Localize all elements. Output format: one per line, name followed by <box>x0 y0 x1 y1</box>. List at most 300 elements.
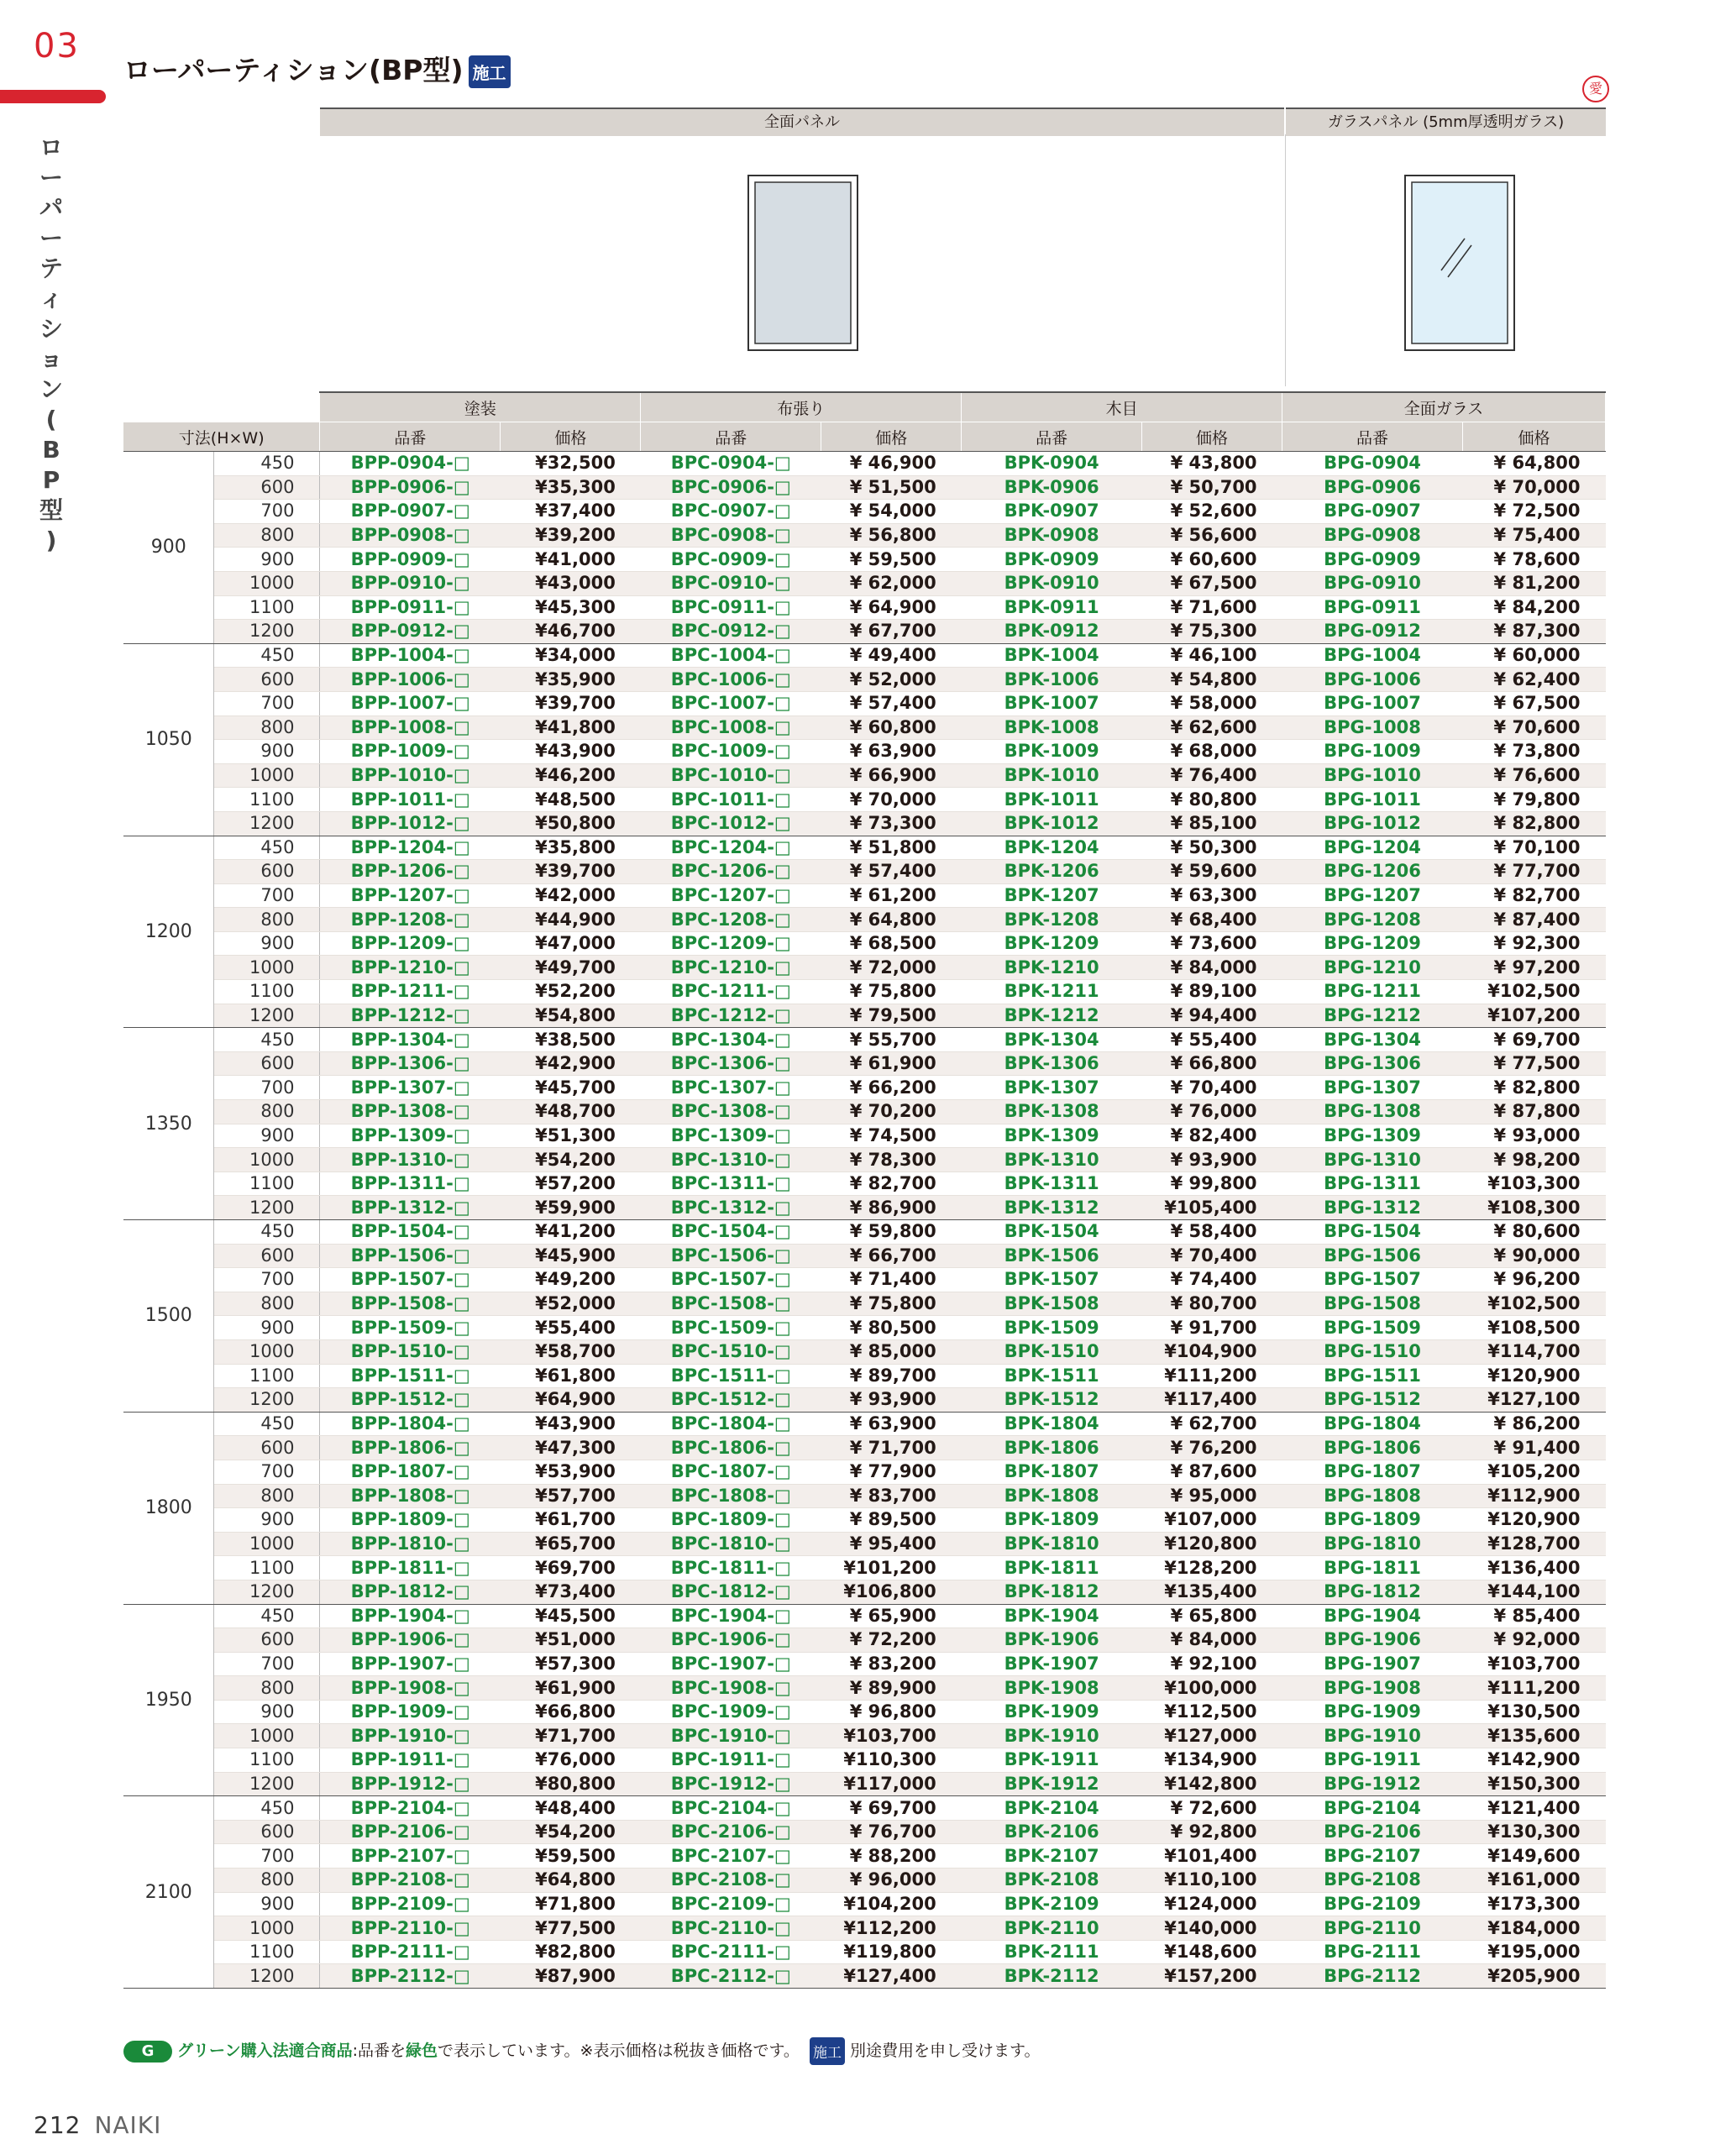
width-cell: 900 <box>214 931 320 956</box>
product-code-cell: BPP-1008-□ <box>320 715 501 740</box>
product-code-cell: BPK-1907 <box>962 1652 1142 1676</box>
price-cell: ¥43,900 <box>501 740 641 764</box>
note-suffix: 別途費用を申し受けます。 <box>850 2042 1041 2060</box>
table-row <box>123 1028 1606 1052</box>
product-code-cell: BPK-1510 <box>962 1339 1142 1364</box>
table-row <box>123 523 1606 548</box>
price-cell: ¥ 97,200 <box>1462 956 1605 980</box>
product-code-cell: BPK-1509 <box>962 1316 1142 1340</box>
price-cell: ¥ 77,700 <box>1462 860 1605 884</box>
price-cell: ¥112,200 <box>821 1916 962 1941</box>
width-cell: 800 <box>214 1869 320 1893</box>
price-cell: ¥51,000 <box>501 1628 641 1653</box>
price-cell: ¥ 91,700 <box>1142 1316 1282 1340</box>
footer-note <box>123 2037 1041 2065</box>
price-cell: ¥ 52,000 <box>821 668 962 692</box>
side-title-char: ョ <box>39 345 63 373</box>
price-cell: ¥134,900 <box>1142 1748 1282 1773</box>
price-cell: ¥ 76,200 <box>1142 1436 1282 1460</box>
product-code-cell: BPG-1210 <box>1282 956 1463 980</box>
product-code-cell: BPG-1810 <box>1282 1532 1463 1556</box>
price-cell: ¥ 77,900 <box>821 1460 962 1484</box>
ai-mark-icon: 愛 <box>1582 76 1609 102</box>
table-row <box>123 1388 1606 1413</box>
product-code-cell: BPP-1909-□ <box>320 1700 501 1724</box>
product-code-cell: BPC-1009-□ <box>641 740 821 764</box>
product-code-cell: BPK-1007 <box>962 691 1142 715</box>
price-cell: ¥ 93,000 <box>1462 1124 1605 1148</box>
product-code-cell: BPP-0908-□ <box>320 523 501 548</box>
product-code-cell: BPG-1511 <box>1282 1364 1463 1388</box>
product-code-cell: BPG-1008 <box>1282 715 1463 740</box>
product-code-cell: BPC-1812-□ <box>641 1580 821 1604</box>
page-footer <box>34 2111 161 2139</box>
price-cell: ¥50,800 <box>501 811 641 836</box>
height-cell: 1800 <box>123 1412 214 1604</box>
table-row <box>123 1100 1606 1124</box>
width-cell: 900 <box>214 1892 320 1916</box>
product-code-cell: BPK-0909 <box>962 548 1142 572</box>
product-code-cell: BPK-1204 <box>962 836 1142 860</box>
price-cell: ¥ 77,500 <box>1462 1051 1605 1076</box>
product-code-cell: BPP-2106-□ <box>320 1820 501 1844</box>
width-cell: 450 <box>214 452 320 476</box>
product-code-cell: BPP-0910-□ <box>320 571 501 595</box>
width-cell: 800 <box>214 908 320 932</box>
product-code-cell: BPP-1011-□ <box>320 788 501 812</box>
side-title-char: ン <box>39 375 63 403</box>
product-code-cell: BPC-1012-□ <box>641 811 821 836</box>
price-cell: ¥55,400 <box>501 1316 641 1340</box>
product-code-cell: BPK-1008 <box>962 715 1142 740</box>
product-code-cell: BPK-1506 <box>962 1244 1142 1268</box>
price-cell: ¥142,900 <box>1462 1748 1605 1773</box>
price-cell: ¥45,700 <box>501 1076 641 1100</box>
price-cell: ¥ 64,800 <box>1462 452 1605 476</box>
price-cell: ¥ 55,400 <box>1142 1028 1282 1052</box>
product-code-cell: BPK-0910 <box>962 571 1142 595</box>
install-badge: 施工 <box>469 55 511 88</box>
product-code-cell: BPP-1506-□ <box>320 1244 501 1268</box>
width-cell: 800 <box>214 523 320 548</box>
width-cell: 600 <box>214 1436 320 1460</box>
product-code-cell: BPK-2107 <box>962 1844 1142 1869</box>
table-row <box>123 1196 1606 1220</box>
product-code-cell: BPG-1006 <box>1282 668 1463 692</box>
table-row <box>123 1460 1606 1484</box>
product-code-cell: BPP-1210-□ <box>320 956 501 980</box>
product-code-cell: BPC-1910-□ <box>641 1724 821 1748</box>
table-row <box>123 1869 1606 1893</box>
table-row <box>123 1244 1606 1268</box>
table-row <box>123 452 1606 476</box>
width-cell: 900 <box>214 1508 320 1533</box>
side-title-char: 型 <box>39 496 63 524</box>
table-row <box>123 1676 1606 1701</box>
product-code-cell: BPC-0912-□ <box>641 620 821 644</box>
product-code-cell: BPK-1809 <box>962 1508 1142 1533</box>
width-cell: 700 <box>214 1076 320 1100</box>
product-code-cell: BPG-0907 <box>1282 500 1463 524</box>
price-cell: ¥41,000 <box>501 548 641 572</box>
product-code-cell: BPC-0906-□ <box>641 475 821 500</box>
product-code-cell: BPP-1312-□ <box>320 1196 501 1220</box>
product-code-cell: BPP-1006-□ <box>320 668 501 692</box>
price-cell: ¥ 70,200 <box>821 1100 962 1124</box>
product-code-cell: BPC-1806-□ <box>641 1436 821 1460</box>
width-cell: 1100 <box>214 1940 320 1964</box>
product-code-cell: BPK-1308 <box>962 1100 1142 1124</box>
price-cell: ¥ 75,800 <box>821 1292 962 1316</box>
product-code-cell: BPK-1504 <box>962 1220 1142 1245</box>
product-code-cell: BPK-1208 <box>962 908 1142 932</box>
table-row <box>123 571 1606 595</box>
price-cell: ¥ 90,000 <box>1462 1244 1605 1268</box>
price-cell: ¥ 62,000 <box>821 571 962 595</box>
product-code-cell: BPK-1004 <box>962 643 1142 668</box>
product-code-cell: BPC-1907-□ <box>641 1652 821 1676</box>
product-code-cell: BPC-1011-□ <box>641 788 821 812</box>
price-cell: ¥ 82,800 <box>1462 811 1605 836</box>
product-code-cell: BPC-1506-□ <box>641 1244 821 1268</box>
price-cell: ¥39,200 <box>501 523 641 548</box>
price-cell: ¥ 55,700 <box>821 1028 962 1052</box>
width-cell: 450 <box>214 643 320 668</box>
price-cell: ¥107,000 <box>1142 1508 1282 1533</box>
table-row <box>123 1580 1606 1604</box>
code-header: 品番 <box>1282 422 1463 452</box>
product-code-cell: BPG-2106 <box>1282 1820 1463 1844</box>
price-cell: ¥ 56,600 <box>1142 523 1282 548</box>
price-cell: ¥58,700 <box>501 1339 641 1364</box>
width-cell: 1200 <box>214 1772 320 1796</box>
product-code-cell: BPC-1507-□ <box>641 1268 821 1292</box>
price-cell: ¥ 85,400 <box>1462 1604 1605 1628</box>
col-group-glass: 全面ガラス <box>1282 392 1606 422</box>
price-cell: ¥ 72,500 <box>1462 500 1605 524</box>
width-cell: 900 <box>214 548 320 572</box>
table-row <box>123 1004 1606 1028</box>
table-row <box>123 1051 1606 1076</box>
price-cell: ¥121,400 <box>1462 1796 1605 1821</box>
product-code-cell: BPK-1808 <box>962 1484 1142 1508</box>
price-cell: ¥140,000 <box>1142 1916 1282 1941</box>
product-code-cell: BPC-1304-□ <box>641 1028 821 1052</box>
product-code-cell: BPG-2112 <box>1282 1964 1463 1989</box>
product-code-cell: BPG-1909 <box>1282 1700 1463 1724</box>
code-header: 品番 <box>320 422 501 452</box>
product-code-cell: BPG-1508 <box>1282 1292 1463 1316</box>
table-row <box>123 620 1606 644</box>
table-row <box>123 1700 1606 1724</box>
price-cell: ¥120,900 <box>1462 1508 1605 1533</box>
note-middle: で表示しています。※表示価格は税抜き価格です。 <box>438 2042 800 2060</box>
product-code-cell: BPP-0909-□ <box>320 548 501 572</box>
table-row <box>123 763 1606 788</box>
width-cell: 800 <box>214 715 320 740</box>
price-cell: ¥32,500 <box>501 452 641 476</box>
price-cell: ¥ 78,600 <box>1462 548 1605 572</box>
product-code-cell: BPK-1512 <box>962 1388 1142 1413</box>
price-cell: ¥45,300 <box>501 595 641 620</box>
price-cell: ¥ 84,200 <box>1462 595 1605 620</box>
product-code-cell: BPP-1504-□ <box>320 1220 501 1245</box>
product-code-cell: BPG-1812 <box>1282 1580 1463 1604</box>
product-code-cell: BPC-1211-□ <box>641 980 821 1004</box>
product-code-cell: BPK-2111 <box>962 1940 1142 1964</box>
section-accent-bar <box>0 90 106 103</box>
product-code-cell: BPP-1812-□ <box>320 1580 501 1604</box>
product-code-cell: BPG-1912 <box>1282 1772 1463 1796</box>
price-cell: ¥ 89,900 <box>821 1676 962 1701</box>
table-row <box>123 1292 1606 1316</box>
price-cell: ¥ 76,600 <box>1462 763 1605 788</box>
price-cell: ¥ 92,100 <box>1142 1652 1282 1676</box>
table-row <box>123 1724 1606 1748</box>
product-code-cell: BPG-1206 <box>1282 860 1463 884</box>
product-code-cell: BPP-1009-□ <box>320 740 501 764</box>
price-cell: ¥48,700 <box>501 1100 641 1124</box>
product-code-cell: BPP-1012-□ <box>320 811 501 836</box>
price-cell: ¥52,000 <box>501 1292 641 1316</box>
side-title-char: テ <box>39 254 63 282</box>
table-row <box>123 595 1606 620</box>
product-code-cell: BPC-0907-□ <box>641 500 821 524</box>
side-title-char: P <box>42 466 60 494</box>
price-cell: ¥ 75,800 <box>821 980 962 1004</box>
price-cell: ¥ 93,900 <box>821 1388 962 1413</box>
price-cell: ¥ 96,200 <box>1462 1268 1605 1292</box>
table-row <box>123 1508 1606 1533</box>
product-code-cell: BPC-1911-□ <box>641 1748 821 1773</box>
price-cell: ¥49,200 <box>501 1268 641 1292</box>
width-cell: 1200 <box>214 1388 320 1413</box>
price-cell: ¥ 89,700 <box>821 1364 962 1388</box>
price-cell: ¥ 75,400 <box>1462 523 1605 548</box>
price-cell: ¥ 91,400 <box>1462 1436 1605 1460</box>
product-code-cell: BPP-0912-□ <box>320 620 501 644</box>
product-code-cell: BPG-1811 <box>1282 1556 1463 1580</box>
price-cell: ¥ 86,900 <box>821 1196 962 1220</box>
price-cell: ¥87,900 <box>501 1964 641 1989</box>
price-cell: ¥103,700 <box>821 1724 962 1748</box>
product-code-cell: BPG-0906 <box>1282 475 1463 500</box>
product-code-cell: BPK-1012 <box>962 811 1142 836</box>
product-code-cell: BPK-0904 <box>962 452 1142 476</box>
table-row <box>123 1364 1606 1388</box>
width-cell: 450 <box>214 836 320 860</box>
price-cell: ¥100,000 <box>1142 1676 1282 1701</box>
product-code-cell: BPG-1209 <box>1282 931 1463 956</box>
product-code-cell: BPG-0909 <box>1282 548 1463 572</box>
table-row <box>123 980 1606 1004</box>
width-cell: 800 <box>214 1676 320 1701</box>
price-cell: ¥59,500 <box>501 1844 641 1869</box>
product-code-cell: BPC-1208-□ <box>641 908 821 932</box>
product-code-cell: BPG-1911 <box>1282 1748 1463 1773</box>
product-code-cell: BPP-1808-□ <box>320 1484 501 1508</box>
product-code-cell: BPK-2109 <box>962 1892 1142 1916</box>
price-cell: ¥ 87,300 <box>1462 620 1605 644</box>
product-code-cell: BPP-1906-□ <box>320 1628 501 1653</box>
table-row <box>123 1844 1606 1869</box>
price-cell: ¥ 68,500 <box>821 931 962 956</box>
width-cell: 450 <box>214 1604 320 1628</box>
price-cell: ¥ 67,500 <box>1462 691 1605 715</box>
price-cell: ¥148,600 <box>1142 1940 1282 1964</box>
product-code-cell: BPG-1804 <box>1282 1412 1463 1436</box>
product-code-cell: BPK-1209 <box>962 931 1142 956</box>
side-title-char: ( <box>45 406 57 433</box>
price-cell: ¥111,200 <box>1142 1364 1282 1388</box>
product-code-cell: BPG-1307 <box>1282 1076 1463 1100</box>
price-cell: ¥ 73,300 <box>821 811 962 836</box>
price-cell: ¥ 69,700 <box>821 1796 962 1821</box>
price-cell: ¥ 46,100 <box>1142 643 1282 668</box>
product-code-cell: BPK-2108 <box>962 1869 1142 1893</box>
product-code-cell: BPG-1312 <box>1282 1196 1463 1220</box>
table-row <box>123 715 1606 740</box>
price-cell: ¥ 70,100 <box>1462 836 1605 860</box>
product-code-cell: BPP-1007-□ <box>320 691 501 715</box>
product-code-cell: BPC-0908-□ <box>641 523 821 548</box>
table-row <box>123 811 1606 836</box>
price-cell: ¥35,800 <box>501 836 641 860</box>
width-cell: 800 <box>214 1100 320 1124</box>
width-cell: 450 <box>214 1412 320 1436</box>
green-purchase-icon: G <box>123 2041 172 2063</box>
price-cell: ¥ 87,800 <box>1462 1100 1605 1124</box>
product-code-cell: BPG-1807 <box>1282 1460 1463 1484</box>
price-cell: ¥ 80,800 <box>1142 788 1282 812</box>
height-cell: 2100 <box>123 1796 214 1989</box>
price-cell: ¥ 85,000 <box>821 1339 962 1364</box>
price-cell: ¥ 51,800 <box>821 836 962 860</box>
price-cell: ¥ 84,000 <box>1142 1628 1282 1653</box>
price-cell: ¥ 76,400 <box>1142 763 1282 788</box>
table-row <box>123 500 1606 524</box>
price-cell: ¥105,400 <box>1142 1196 1282 1220</box>
product-code-cell: BPP-1904-□ <box>320 1604 501 1628</box>
product-code-cell: BPK-1310 <box>962 1148 1142 1172</box>
product-code-cell: BPC-1204-□ <box>641 836 821 860</box>
price-cell: ¥127,100 <box>1462 1388 1605 1413</box>
price-cell: ¥127,000 <box>1142 1724 1282 1748</box>
width-cell: 700 <box>214 1844 320 1869</box>
price-cell: ¥ 92,800 <box>1142 1820 1282 1844</box>
product-code-cell: BPG-1908 <box>1282 1676 1463 1701</box>
price-cell: ¥101,400 <box>1142 1844 1282 1869</box>
product-code-cell: BPC-1511-□ <box>641 1364 821 1388</box>
height-cell: 1350 <box>123 1028 214 1220</box>
product-code-cell: BPK-2106 <box>962 1820 1142 1844</box>
product-code-cell: BPP-1304-□ <box>320 1028 501 1052</box>
price-cell: ¥46,200 <box>501 763 641 788</box>
width-cell: 1000 <box>214 1724 320 1748</box>
product-code-cell: BPP-1910-□ <box>320 1724 501 1748</box>
product-code-cell: BPG-1011 <box>1282 788 1463 812</box>
table-row <box>123 1796 1606 1821</box>
price-cell: ¥ 89,500 <box>821 1508 962 1533</box>
price-cell: ¥77,500 <box>501 1916 641 1941</box>
table-row <box>123 1148 1606 1172</box>
table-row <box>123 1940 1606 1964</box>
price-cell: ¥37,400 <box>501 500 641 524</box>
price-cell: ¥54,200 <box>501 1148 641 1172</box>
price-cell: ¥47,300 <box>501 1436 641 1460</box>
price-cell: ¥71,800 <box>501 1892 641 1916</box>
product-code-cell: BPG-1310 <box>1282 1148 1463 1172</box>
price-cell: ¥ 67,500 <box>1142 571 1282 595</box>
price-cell: ¥128,700 <box>1462 1532 1605 1556</box>
product-code-cell: BPK-1309 <box>962 1124 1142 1148</box>
price-cell: ¥39,700 <box>501 691 641 715</box>
product-code-cell: BPC-1212-□ <box>641 1004 821 1028</box>
price-cell: ¥ 49,400 <box>821 643 962 668</box>
width-cell: 450 <box>214 1028 320 1052</box>
product-code-cell: BPK-1211 <box>962 980 1142 1004</box>
price-cell: ¥69,700 <box>501 1556 641 1580</box>
table-row <box>123 1220 1606 1245</box>
table-row <box>123 956 1606 980</box>
product-code-cell: BPK-1812 <box>962 1580 1142 1604</box>
product-code-cell: BPK-0911 <box>962 595 1142 620</box>
product-code-cell: BPP-1307-□ <box>320 1076 501 1100</box>
width-cell: 600 <box>214 1628 320 1653</box>
product-code-cell: BPP-1004-□ <box>320 643 501 668</box>
product-code-cell: BPK-1206 <box>962 860 1142 884</box>
width-cell: 1200 <box>214 1004 320 1028</box>
width-cell: 1000 <box>214 956 320 980</box>
product-code-cell: BPC-0909-□ <box>641 548 821 572</box>
product-code-cell: BPG-1806 <box>1282 1436 1463 1460</box>
product-code-cell: BPC-1008-□ <box>641 715 821 740</box>
product-code-cell: BPK-1508 <box>962 1292 1142 1316</box>
price-header: 価格 <box>501 422 641 452</box>
price-cell: ¥ 60,800 <box>821 715 962 740</box>
green-label: グリーン購入法適合商品 <box>177 2042 353 2060</box>
product-code-cell: BPK-1011 <box>962 788 1142 812</box>
table-row <box>123 1124 1606 1148</box>
price-cell: ¥ 95,000 <box>1142 1484 1282 1508</box>
price-cell: ¥ 66,700 <box>821 1244 962 1268</box>
product-code-cell: BPG-2108 <box>1282 1869 1463 1893</box>
table-row <box>123 1820 1606 1844</box>
price-cell: ¥ 59,500 <box>821 548 962 572</box>
product-code-cell: BPG-1311 <box>1282 1171 1463 1196</box>
price-cell: ¥ 74,500 <box>821 1124 962 1148</box>
price-cell: ¥64,900 <box>501 1388 641 1413</box>
width-cell: 600 <box>214 475 320 500</box>
price-cell: ¥ 79,500 <box>821 1004 962 1028</box>
height-cell: 1500 <box>123 1220 214 1413</box>
page-title <box>123 49 511 88</box>
side-title-char: ロ <box>39 134 63 161</box>
product-code-cell: BPC-1207-□ <box>641 883 821 908</box>
product-code-cell: BPP-0911-□ <box>320 595 501 620</box>
price-cell: ¥42,000 <box>501 883 641 908</box>
page-title-text: ローパーティション(BP型) <box>123 54 464 86</box>
price-cell: ¥ 82,800 <box>1462 1076 1605 1100</box>
table-row <box>123 691 1606 715</box>
price-cell: ¥54,200 <box>501 1820 641 1844</box>
product-code-cell: BPP-1907-□ <box>320 1652 501 1676</box>
product-code-cell: BPP-1911-□ <box>320 1748 501 1773</box>
price-cell: ¥ 71,400 <box>821 1268 962 1292</box>
price-cell: ¥ 99,800 <box>1142 1171 1282 1196</box>
width-cell: 450 <box>214 1796 320 1821</box>
product-code-cell: BPP-1308-□ <box>320 1100 501 1124</box>
